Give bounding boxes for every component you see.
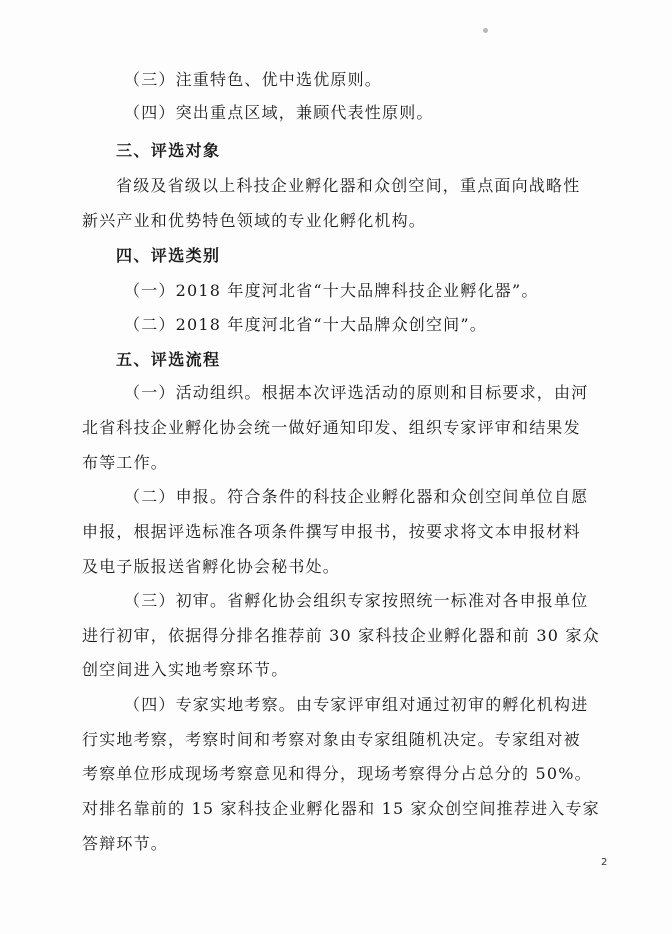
paragraph-line: 进行初审，依据得分排名推荐前 30 家科技企业孵化器和前 30 家众 bbox=[82, 626, 600, 645]
scan-speck bbox=[483, 28, 488, 33]
paragraph-line: 北省科技企业孵化协会统一做好通知印发、组织专家评审和结果发 bbox=[82, 418, 581, 437]
paragraph-line: （四）专家实地考察。由专家评审组对通过初审的孵化机构进 bbox=[124, 695, 589, 714]
paragraph-line: 考察单位形成现场考察意见和得分，现场考察得分占总分的 50%。 bbox=[82, 764, 592, 783]
paragraph-line: 申报，根据评选标准各项条件撰写申报书，按要求将文本申报材料 bbox=[82, 522, 581, 541]
principle-4: （四）突出重点区域，兼顾代表性原则。 bbox=[124, 103, 434, 122]
heading-selection-categories: 四、评选类别 bbox=[116, 246, 221, 265]
paragraph-line: 省级及省级以上科技企业孵化器和众创空间，重点面向战略性 bbox=[116, 176, 581, 195]
paragraph-line: 布等工作。 bbox=[82, 453, 169, 472]
category-2: （二）2018 年度河北省“十大品牌众创空间”。 bbox=[124, 315, 487, 334]
paragraph-line: （三）初审。省孵化协会组织专家按照统一标准对各申报单位 bbox=[124, 591, 589, 610]
paragraph-line: 行实地考察，考察时间和考察对象由专家组随机决定。专家组对被 bbox=[82, 730, 581, 749]
heading-selection-process: 五、评选流程 bbox=[116, 350, 221, 369]
paragraph-line: （一）活动组织。根据本次评选活动的原则和目标要求，由河 bbox=[124, 383, 589, 402]
heading-selection-targets: 三、评选对象 bbox=[116, 141, 221, 160]
principle-3: （三）注重特色、优中选优原则。 bbox=[124, 70, 383, 89]
paragraph-line: 答辩环节。 bbox=[82, 834, 169, 853]
paragraph-line: 对排名靠前的 15 家科技企业孵化器和 15 家众创空间推荐进入专家 bbox=[82, 799, 600, 818]
paragraph-line: 新兴产业和优势特色领域的专业化孵化机构。 bbox=[82, 211, 427, 230]
paragraph-line: 及电子版报送省孵化协会秘书处。 bbox=[82, 557, 341, 576]
paragraph-line: （二）申报。符合条件的科技企业孵化器和众创空间单位自愿 bbox=[124, 487, 589, 506]
page-number: 2 bbox=[601, 857, 608, 868]
paragraph-line: 创空间进入实地考察环节。 bbox=[82, 660, 289, 679]
category-1: （一）2018 年度河北省“十大品牌科技企业孵化器”。 bbox=[124, 281, 539, 300]
